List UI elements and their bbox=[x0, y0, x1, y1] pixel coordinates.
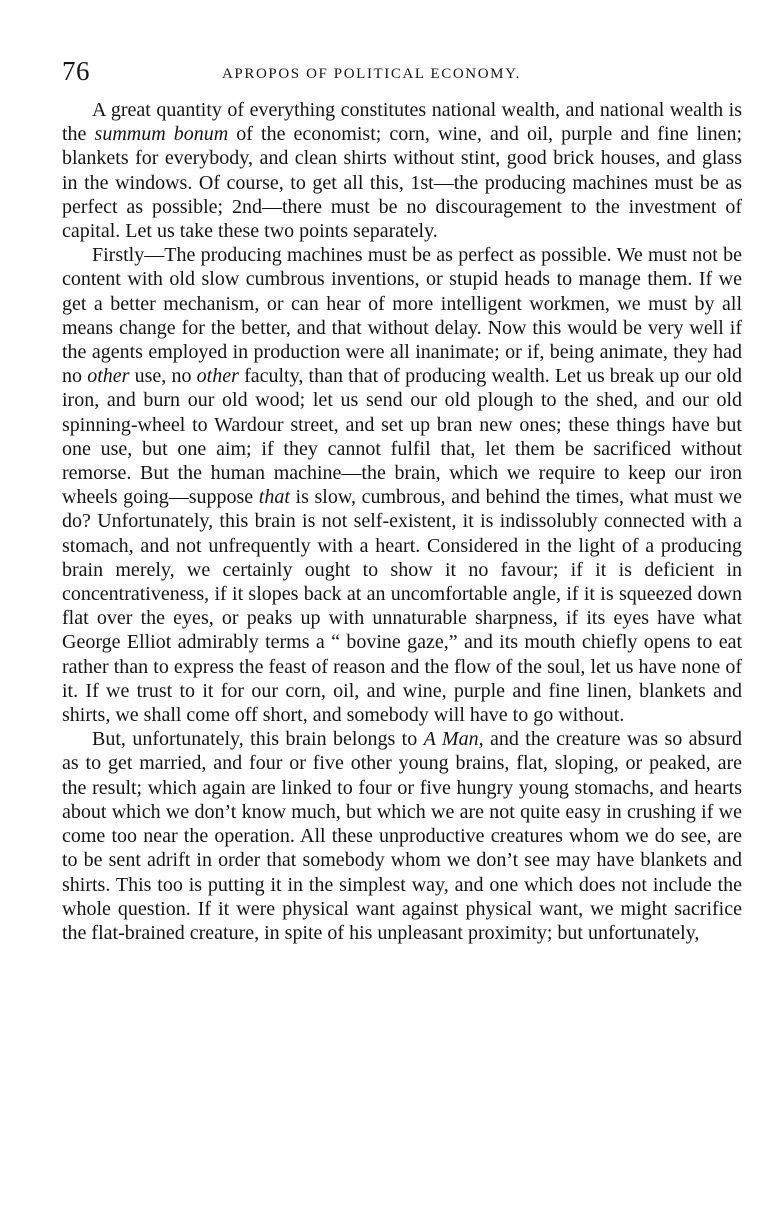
italic-word: other bbox=[87, 365, 130, 388]
running-title: APROPOS OF POLITICAL ECONOMY. bbox=[222, 66, 521, 82]
text-run: A great quantity of everything constitutes national wealth, and national wealth is the bbox=[62, 99, 742, 146]
body-text bbox=[62, 98, 742, 945]
book-page bbox=[62, 52, 742, 945]
italic-word: other bbox=[196, 365, 239, 388]
text-run: faculty, than that of producing wealth. Let us break up our old iron, and burn our old wood; let us send our old plough to the shed, and our old spinning-wheel to Wardour street, and set up bran new ones; these things have but one use, but one aim; if they cannot fulfil that, let them be sacrificed without remorse. But the human machine—the brain, which we require to keep our iron wheels going—suppose bbox=[62, 365, 743, 509]
page-number: 76 bbox=[62, 56, 90, 86]
text-run: Firstly—The producing machines must be as perfect as possible. We must not be content with old slow cumbrous inventions, or stupid heads to manage them. If we get a better mechanism, or can hear of more intelligent workmen, we must by all means change for the better, and that without delay. Now this would be very well if the agents employed in production were all inanimate; or if, being animate, they had no bbox=[62, 244, 742, 388]
text-run: But, unfortunately, this brain belongs to bbox=[92, 728, 424, 751]
italic-phrase: summum bonum bbox=[94, 123, 229, 146]
italic-word: that bbox=[258, 486, 290, 509]
italic-phrase: A Man bbox=[423, 728, 479, 751]
text-run: of the economist; corn, wine, and oil, purple and fine linen; blankets for everybody, and clean shirts without stint, good brick houses, and glass in the windows. Of course, to get all this, 1st—the producing machines must be as perfect as possible; 2nd—there must be no discouragement to the investment of capital. Let us take these two points separately. bbox=[62, 123, 743, 243]
text-run: , and the creature was so absurd as to get married, and four or five other young brains, flat, sloping, or peaked, are the result; which again are linked to four or five hungry young stomachs, and hearts about which we don’t know much, but which we are not quite easy in crushing if we come too near the operation. All these unproductive creatures whom we do see, are to be sent adrift in order that somebody whom we don’t see may have blankets and shirts. This too is putting it in the simplest way, and one which does not include the whole question. If it were physical want against physical want, we might sacrifice the flat-brained creature, in spite of his unpleasant proximity; but unfortunately, bbox=[62, 728, 743, 944]
text-run: use, no bbox=[129, 365, 197, 388]
page-header bbox=[62, 52, 742, 92]
paragraph bbox=[62, 727, 742, 945]
text-run: is slow, cumbrous, and behind the times, what must we do? Unfortunately, this brain is not self-existent, it is indissolubly connected with a stomach, and not unfrequently with a heart. Considered in the light of a producing brain merely, we certainly ought to show it no favour; if it is deficient in concentrativeness, if it slopes back at an uncomfortable angle, if it is squeezed down flat over the eyes, or peaks up with unnaturable sharpness, if its eyes have what George Elliot admirably terms a “ bovine gaze,” and its mouth chiefly opens to eat rather than to express the feast of reason and the flow of the soul, let us have none of it. If we trust to it for our corn, oil, and wine, purple and fine linen, blankets and shirts, we shall come off short, and somebody will have to go without. bbox=[62, 486, 742, 727]
paragraph bbox=[62, 98, 742, 243]
paragraph bbox=[62, 243, 742, 727]
